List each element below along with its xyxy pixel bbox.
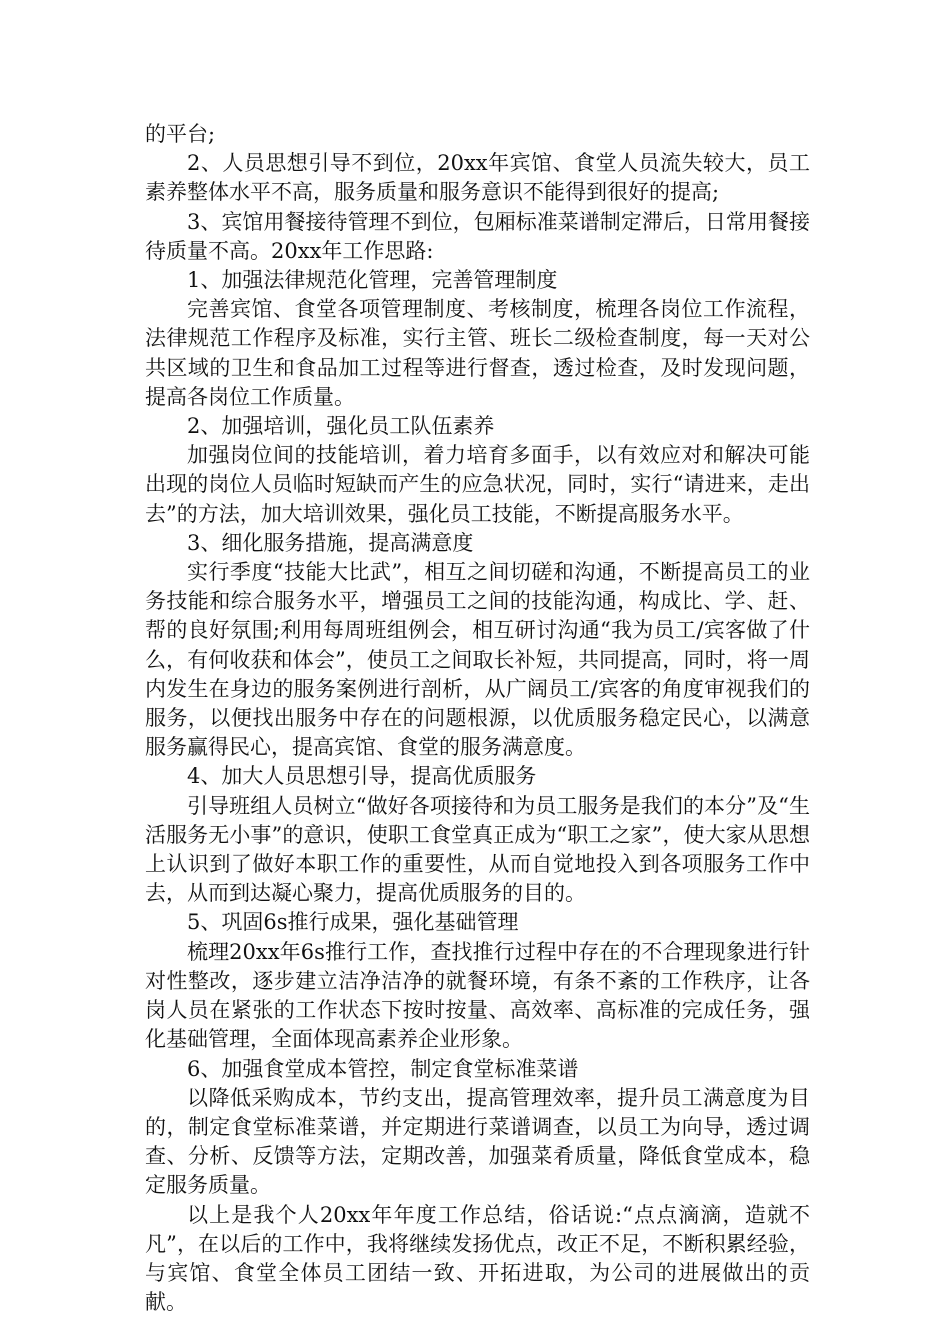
heading-legal-management: 1、加强法律规范化管理，完善管理制度 bbox=[187, 268, 558, 293]
paragraph-continuation: 的平台; bbox=[145, 122, 216, 146]
document-body bbox=[145, 120, 810, 1317]
paragraph-training: 加强岗位间的技能培训，着力培育多面手，以有效应对和解决可能出现的岗位人员临时短缺而产生的应急状况，同时，实行“请进来，走出去”的方法，加大培训效果，强化员工技能，不断提高服务水平。 bbox=[145, 443, 810, 526]
heading-service-measures: 3、细化服务措施，提高满意度 bbox=[187, 530, 474, 555]
paragraph-cost-control: 以降低采购成本，节约支出，提高管理效率，提升员工满意度为目的，制定食堂标准菜谱，并定期进行菜谱调查，以员工为向导，透过调查、分析、反馈等方法，定期改善，加强菜肴质量，降低食堂成本，稳定服务质量。 bbox=[145, 1085, 810, 1198]
heading-training: 2、加强培训，强化员工队伍素养 bbox=[187, 414, 495, 439]
heading-6s: 5、巩固6s推行成果，强化基础管理 bbox=[187, 910, 519, 935]
paragraph-thought-guidance: 引导班组人员树立“做好各项接待和为员工服务是我们的本分”及“生活服务无小事”的意识，使职工食堂真正成为“职工之家”，使大家从思想上认识到了做好本职工作的重要性，从而自觉地投入到各项服务工作中去，从而到达凝心聚力，提高优质服务的目的。 bbox=[145, 793, 810, 906]
paragraph-6s: 梳理20xx年6s推行工作，查找推行过程中存在的不合理现象进行针对性整改，逐步建立洁净洁净的就餐环境，有条不紊的工作秩序，让各岗人员在紧张的工作状态下按时按量、高效率、高标准的完成任务，强化基础管理，全面体现高素养企业形象。 bbox=[145, 939, 810, 1052]
paragraph-issue-2: 2、人员思想引导不到位，20xx年宾馆、食堂人员流失较大，员工素养整体水平不高，服务质量和服务意识不能得到很好的提高; bbox=[145, 151, 810, 205]
paragraph-conclusion: 以上是我个人20xx年年度工作总结，俗话说:“点点滴滴，造就不凡”，在以后的工作中，我将继续发扬优点，改正不足，不断积累经验，与宾馆、食堂全体员工团结一致、开拓进取，为公司的进展做出的贡献。 bbox=[145, 1202, 810, 1315]
paragraph-legal-management: 完善宾馆、食堂各项管理制度、考核制度，梳理各岗位工作流程，法律规范工作程序及标准，实行主管、班长二级检查制度，每一天对公共区域的卫生和食品加工过程等进行督查，透过检查，及时发现问题，提高各岗位工作质量。 bbox=[145, 297, 810, 409]
paragraph-service-measures: 实行季度“技能大比武”，相互之间切磋和沟通，不断提高员工的业务技能和综合服务水平，增强员工之间的技能沟通，构成比、学、赶、帮的良好氛围;利用每周班组例会，相互研讨沟通“我为员工/宾客做了什么，有何收获和体会”，使员工之间取长补短，共同提高，同时，将一周内发生在身边的服务案例进行剖析，从广阔员工/宾客的角度审视我们的服务，以便找出服务中存在的问题根源，以优质服务稳定民心，以满意服务赢得民心，提高宾馆、食堂的服务满意度。 bbox=[145, 560, 810, 760]
paragraph-issue-3: 3、宾馆用餐接待管理不到位，包厢标准菜谱制定滞后，日常用餐接待质量不高。20xx年工作思路: bbox=[145, 209, 810, 263]
heading-thought-guidance: 4、加大人员思想引导，提高优质服务 bbox=[187, 764, 537, 789]
heading-cost-control: 6、加强食堂成本管控，制定食堂标准菜谱 bbox=[187, 1056, 579, 1081]
